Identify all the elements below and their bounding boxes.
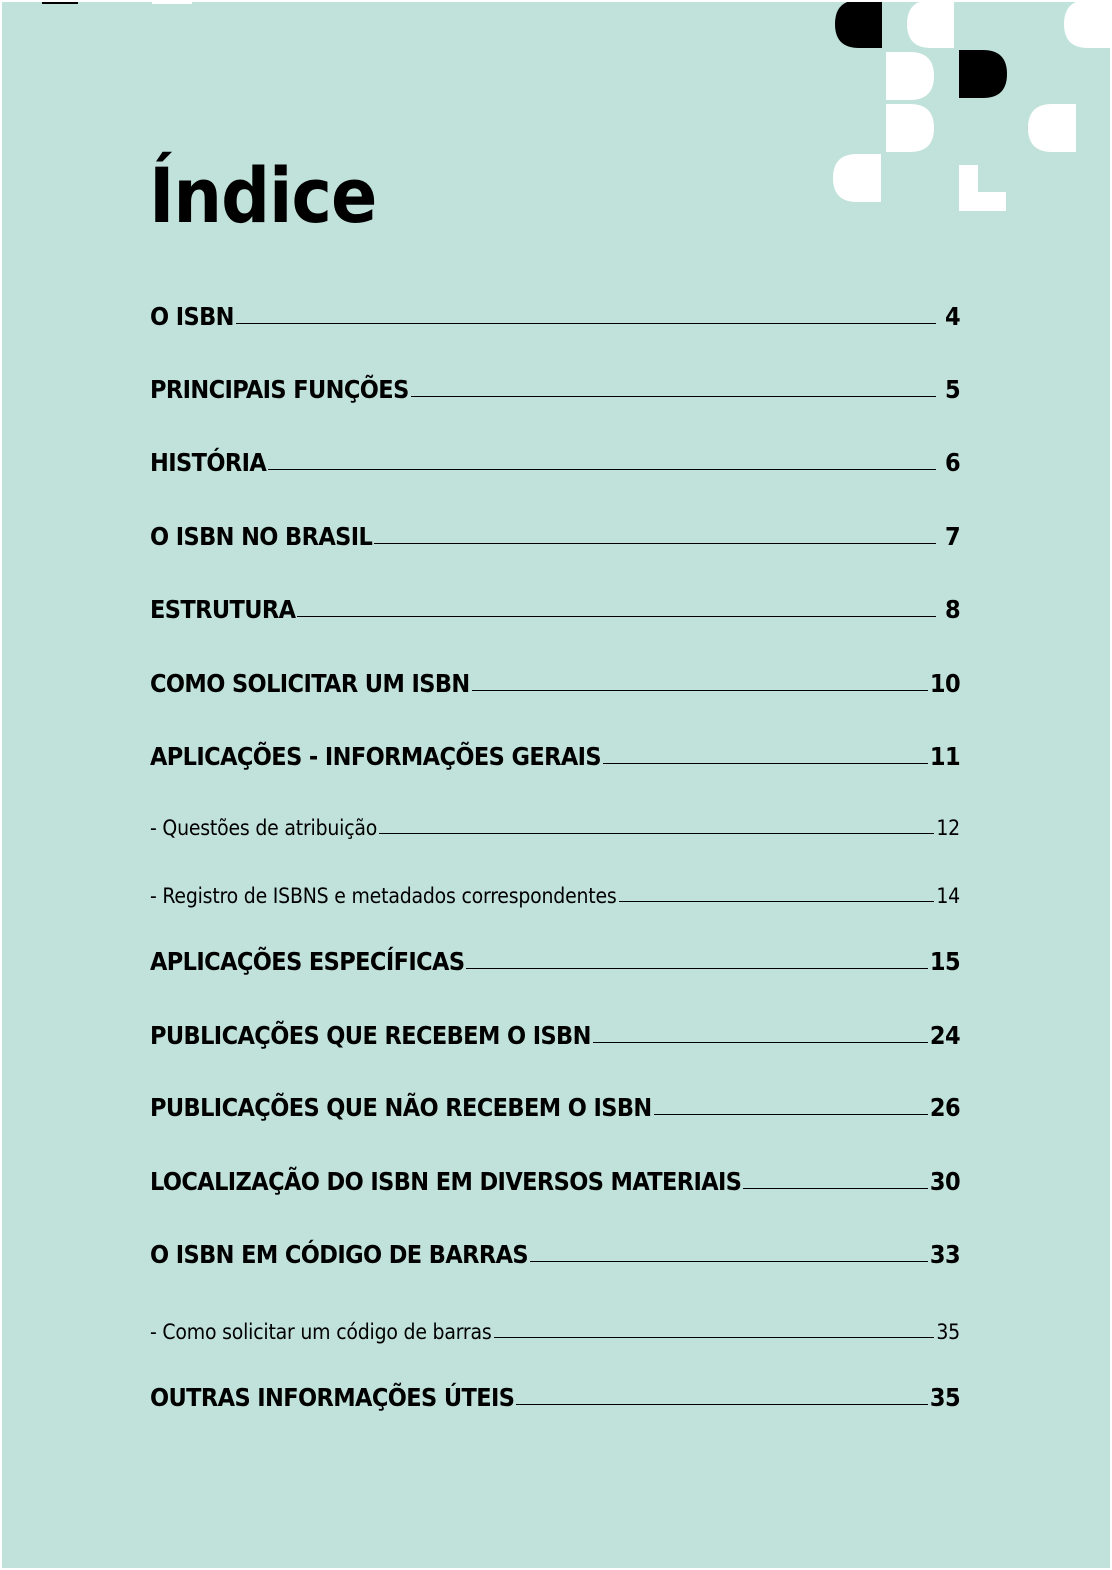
toc-entry-label: O ISBN EM CÓDIGO DE BARRAS (150, 1240, 528, 1269)
toc-entry-page: 8 (944, 595, 960, 624)
corner-mark-dark (42, 2, 78, 4)
toc-leader-line (654, 1114, 928, 1115)
page-title: Índice (149, 151, 377, 240)
toc-entry (150, 947, 960, 976)
toc-entry-label: - Registro de ISBNS e metadados correspondentes (150, 884, 617, 908)
toc-entry-label: HISTÓRIA (150, 448, 267, 477)
toc-entry (150, 1021, 960, 1050)
toc-entry-label: O ISBN (150, 302, 234, 331)
toc-entry (150, 448, 960, 477)
toc-entry-page: 14 (936, 884, 960, 908)
toc-entry-label: APLICAÇÕES - INFORMAÇÕES GERAIS (150, 742, 601, 771)
toc-entry (150, 375, 960, 404)
toc-entry-label: APLICAÇÕES ESPECÍFICAS (150, 947, 465, 976)
toc-entry-page: 33 (929, 1240, 960, 1269)
corner-mark-light (152, 2, 192, 4)
toc-entry-page: 30 (929, 1167, 960, 1196)
decor-shape-black-1 (835, 2, 882, 48)
toc-leader-line (593, 1042, 928, 1043)
toc-entry-label: - Questões de atribuição (150, 816, 378, 840)
toc-entry (150, 742, 960, 771)
decor-shape-white-1 (907, 2, 954, 48)
toc-entry-page: 6 (944, 448, 960, 477)
toc-entry-page: 4 (944, 302, 960, 331)
toc-entry (150, 595, 960, 624)
toc-entry-page: 12 (936, 816, 960, 840)
toc-entry (150, 1093, 960, 1122)
toc-entry-page: 24 (929, 1021, 960, 1050)
toc-entry-label: ESTRUTURA (150, 595, 296, 624)
toc-entry-page: 10 (929, 669, 960, 698)
toc-leader-line (494, 1337, 935, 1338)
toc-entry-label: LOCALIZAÇÃO DO ISBN EM DIVERSOS MATERIAIS (150, 1167, 742, 1196)
toc-leader-line (236, 323, 936, 324)
toc-entry-label: - Como solicitar um código de barras (150, 1320, 492, 1344)
toc-entry (150, 302, 960, 331)
toc-entry-label: PUBLICAÇÕES QUE RECEBEM O ISBN (150, 1021, 591, 1050)
toc-entry-page: 26 (929, 1093, 960, 1122)
toc-subentry (150, 816, 960, 840)
toc-entry-label: COMO SOLICITAR UM ISBN (150, 669, 470, 698)
toc-leader-line (374, 543, 936, 544)
toc-entry-page: 35 (929, 1383, 960, 1412)
toc-leader-line (516, 1404, 927, 1405)
toc-leader-line (619, 901, 935, 902)
toc-entry-label: O ISBN NO BRASIL (150, 522, 373, 551)
toc-subentry (150, 1320, 960, 1344)
toc-subentry (150, 884, 960, 908)
toc-leader-line (530, 1261, 928, 1262)
toc-leader-line (268, 469, 936, 470)
toc-leader-line (743, 1188, 928, 1189)
toc-leader-line (411, 396, 936, 397)
toc-entry-page: 15 (929, 947, 960, 976)
decor-shape-black-2 (959, 50, 1007, 98)
toc-leader-line (466, 968, 927, 969)
toc-entry (150, 1383, 960, 1412)
toc-entry-label: PUBLICAÇÕES QUE NÃO RECEBEM O ISBN (150, 1093, 652, 1122)
toc-leader-line (603, 763, 928, 764)
toc-entry-page: 7 (944, 522, 960, 551)
toc-leader-line (379, 833, 934, 834)
decor-shape-white-4 (886, 104, 934, 152)
decor-shape-white-3 (886, 52, 934, 100)
document-page (2, 2, 1110, 1568)
toc-entry (150, 1167, 960, 1196)
toc-entry (150, 669, 960, 698)
toc-leader-line (297, 616, 936, 617)
decor-shape-white-2 (1064, 2, 1110, 48)
toc-entry-page: 35 (936, 1320, 960, 1344)
toc-entry (150, 522, 960, 551)
decor-shape-white-5 (1028, 104, 1076, 152)
toc-entry (150, 1240, 960, 1269)
toc-entry-label: PRINCIPAIS FUNÇÕES (150, 375, 409, 404)
toc-leader-line (472, 690, 928, 691)
decor-shape-white-7 (959, 165, 1006, 211)
toc-entry-page: 11 (929, 742, 960, 771)
toc-entry-page: 5 (944, 375, 960, 404)
toc-entry-label: OUTRAS INFORMAÇÕES ÚTEIS (150, 1383, 515, 1412)
decor-shape-white-6 (833, 154, 881, 202)
